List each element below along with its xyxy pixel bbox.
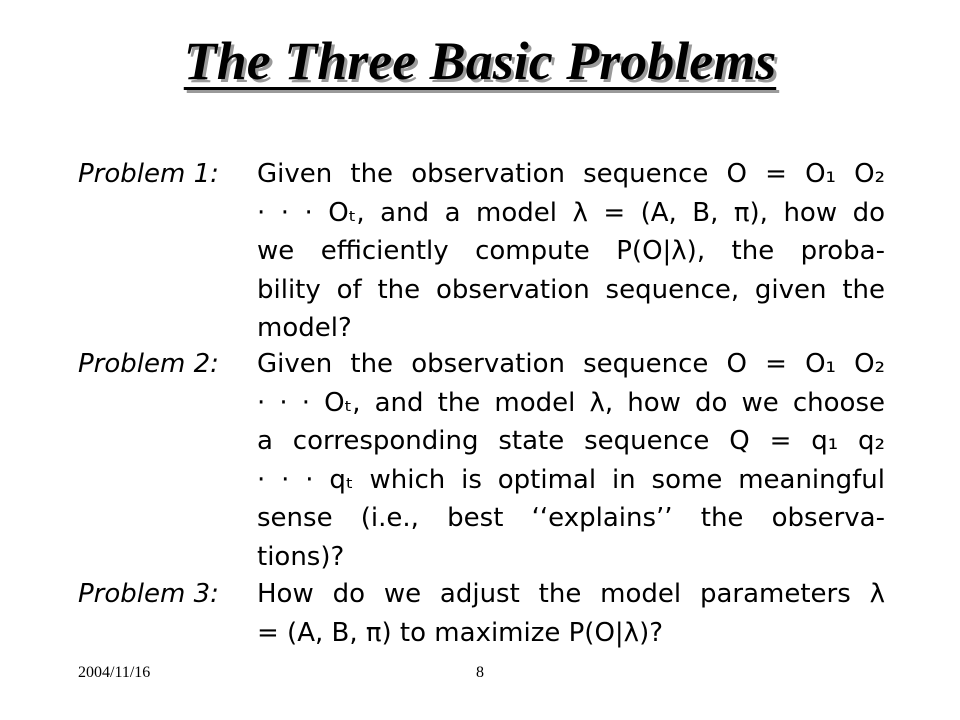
problem-2-line: sense (i.e., best ‘‘explains’’ the observa- (257, 503, 885, 533)
problem-1-label: Problem 1: (78, 159, 219, 189)
problem-1-line: bility of the observation sequence, given the (257, 274, 885, 305)
footer-date: 2004/11/16 (78, 664, 151, 681)
problem-1-line: model? (257, 313, 352, 343)
problem-2-label: Problem 2: (78, 349, 219, 379)
problem-3-line: = (A, B, π) to maximize P(O|λ)? (257, 617, 664, 648)
problem-1-line: · · · Oₜ, and a model λ = (A, B, π), how do (257, 197, 885, 228)
problem-3-text (257, 575, 885, 652)
slide-title: The Three Basic Problems (183, 31, 777, 91)
problem-1-text (257, 155, 885, 348)
problem-3-line: How do we adjust the model parameters λ (257, 579, 885, 609)
problem-2-line: a corresponding state sequence Q = q₁ q₂ (257, 426, 885, 456)
problem-2-line: tions)? (257, 541, 345, 572)
problem-1-line: we efficiently compute P(O|λ), the proba- (257, 236, 885, 266)
page-number: 8 (476, 664, 484, 681)
problem-3-label: Problem 3: (78, 579, 219, 609)
problem-2-line: · · · qₜ which is optimal in some meaningful (257, 464, 885, 495)
problem-2-line: Given the observation sequence O = O₁ O₂ (257, 349, 885, 379)
problem-2-text (257, 345, 885, 576)
problem-2-line: · · · Oₜ, and the model λ, how do we choose (257, 387, 885, 418)
problem-1-line: Given the observation sequence O = O₁ O₂ (257, 159, 885, 189)
